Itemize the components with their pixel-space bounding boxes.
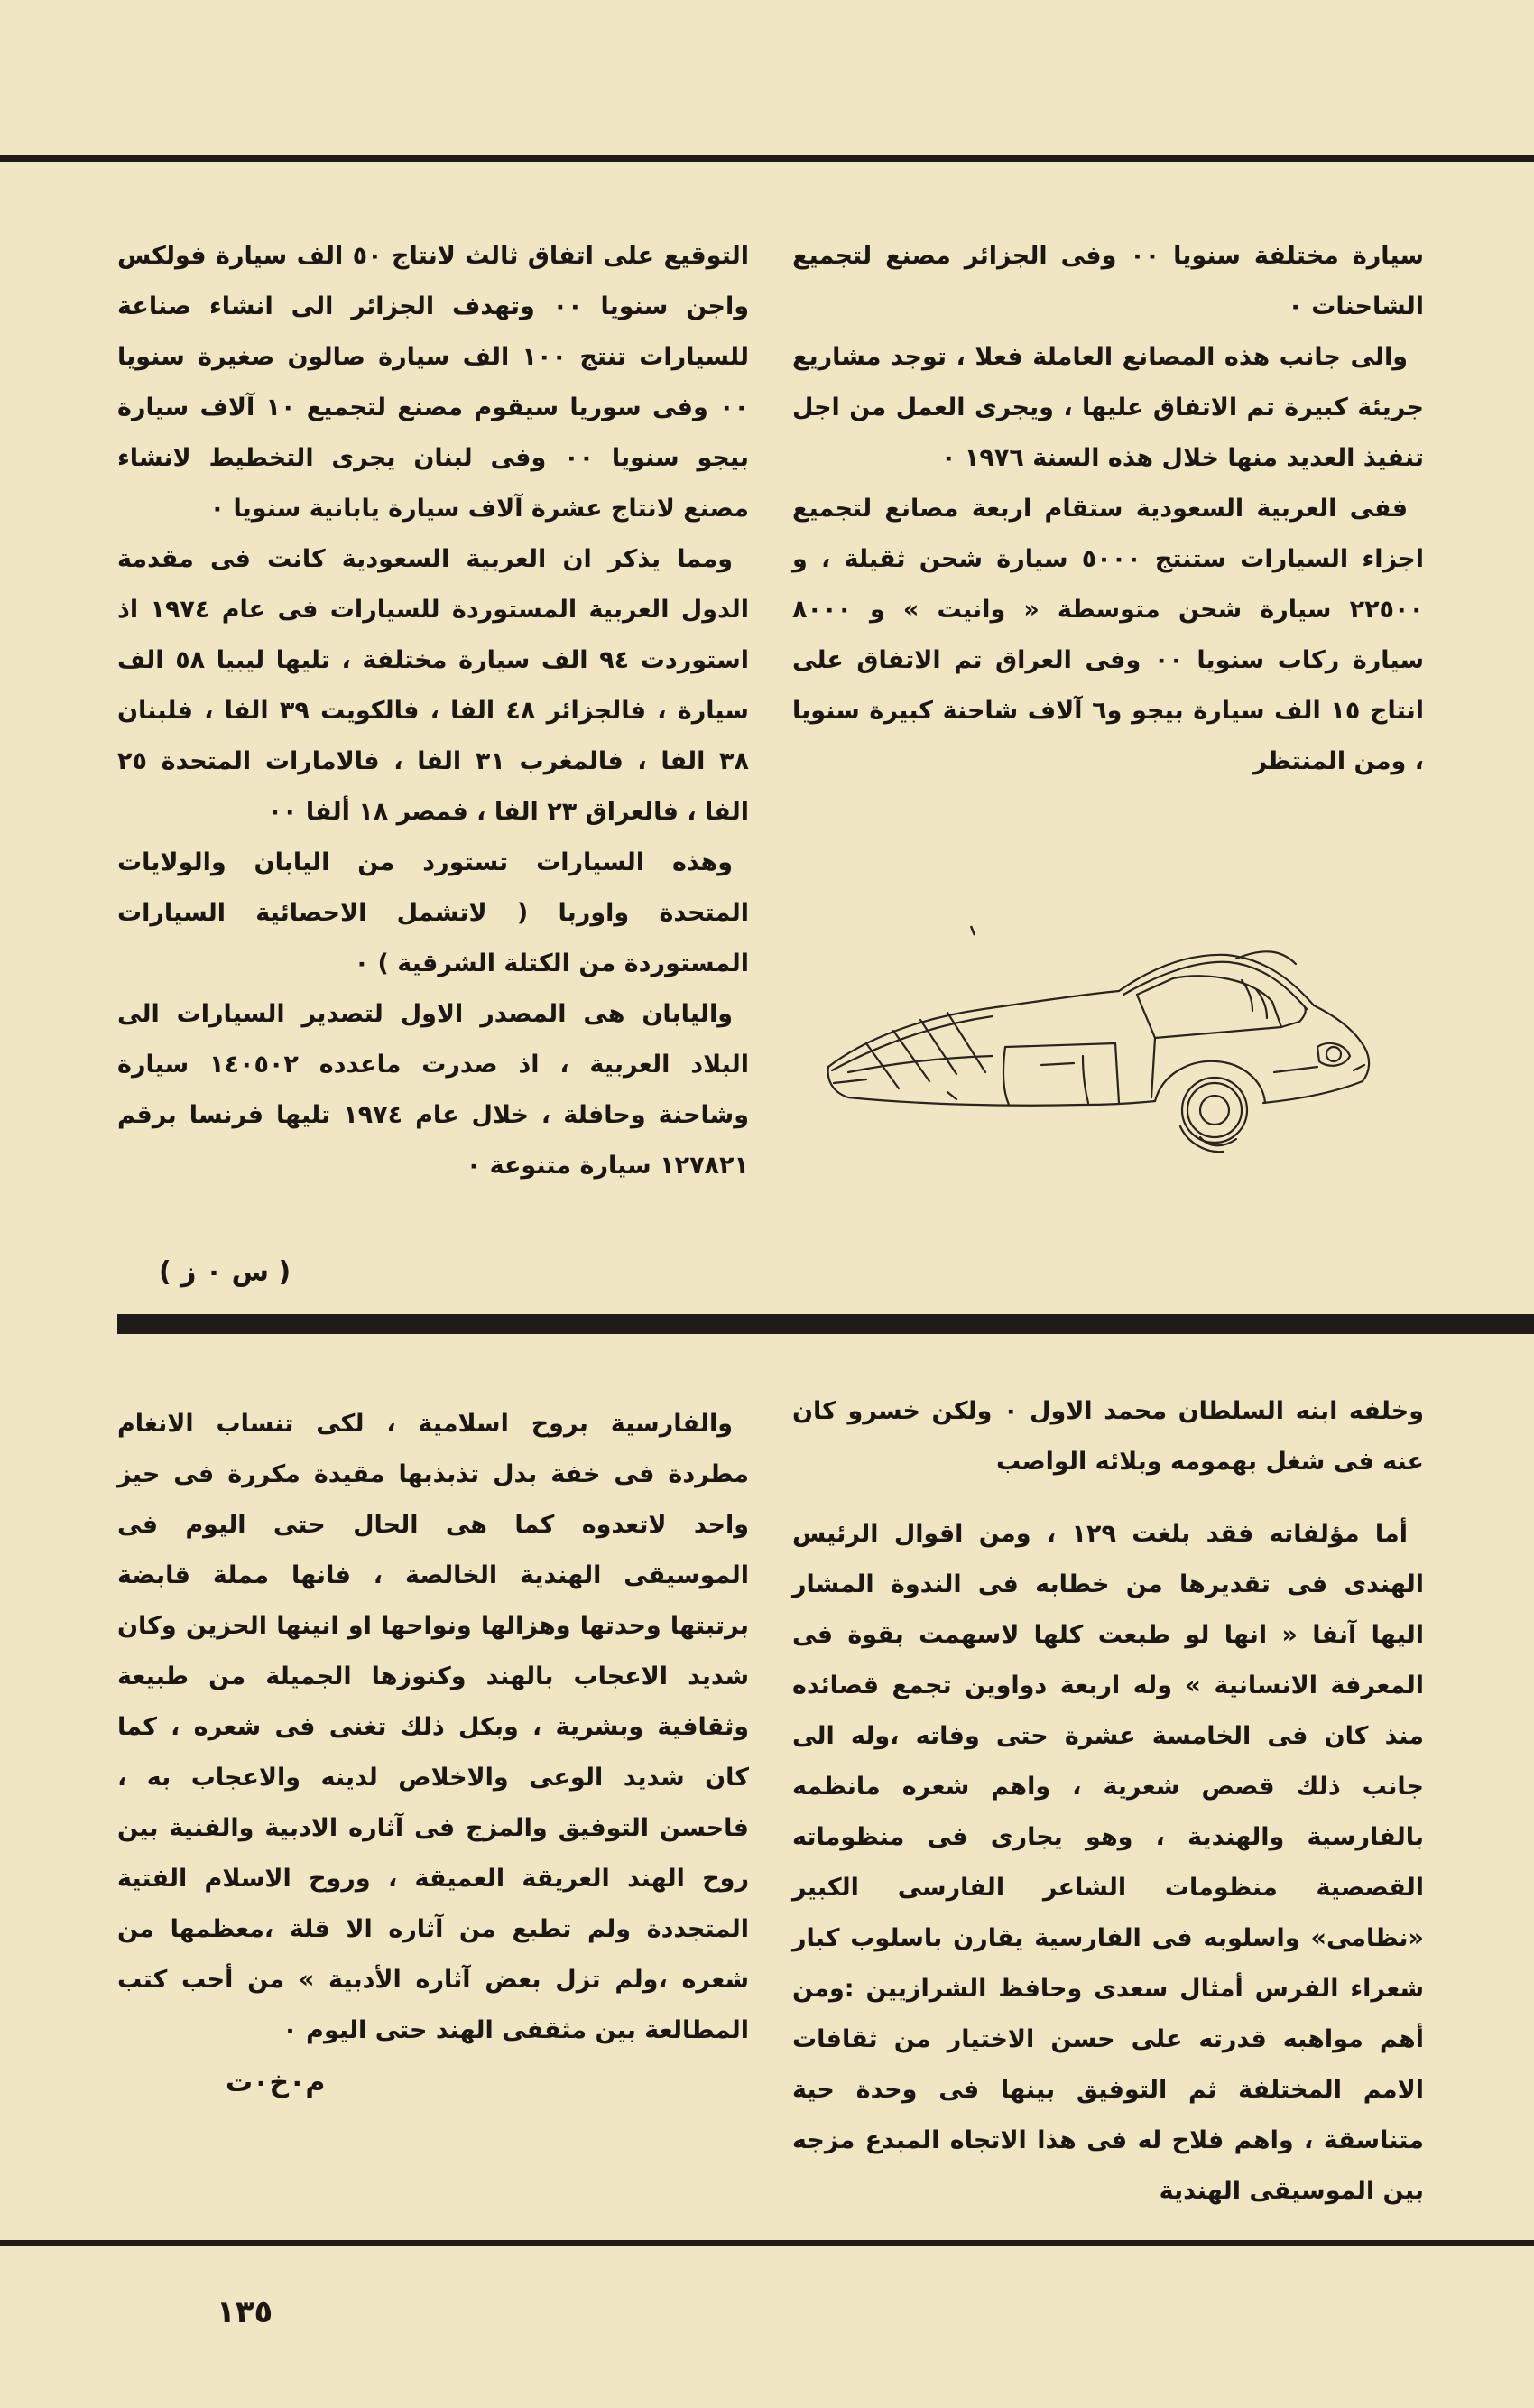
bottom-left-column — [117, 1399, 749, 2056]
top-left-column — [117, 231, 749, 1191]
bottom-rule — [0, 2240, 1534, 2246]
top-signature: ( س ٠ ز ) — [159, 1256, 291, 1288]
car-sketch-illustration — [812, 912, 1390, 1182]
top-rule — [0, 155, 1534, 162]
bottom-right-paragraph-2: أما مؤلفاته فقد بلغت ١٢٩ ، ومن اقوال الرئيس الهندى فى تقديرها من خطابه فى الندوة المشار اليها آنفا « انها لو طبعت كلها لاسهمت بقوة فى المعرفة الانسانية » وله اربعة دواوين تجمع قصائده منذ كان فى الخامسة عشرة حتى وفاته ،وله الى جانب ذلك قصص شعرية ، واهم شعره مانظمه بالفارسية والهندية ، وهو يجارى فى منظوماته القصصية منظومات الشاعر الفارسى الكبير «نظامى» واسلوبه فى الفارسية يقارن باسلوب كبار شعراء الفرس أمثال سعدى وحافظ الشرازيين :ومن أهم مواهبه قدرته على حسن الاختيار من ثقافات الامم المختلفة ثم التوفيق بينها فى وحدة حية متناسقة ، واهم فلاح له فى هذا الاتجاه المبدع مزجه بين الموسيقى الهندية — [792, 1520, 1424, 2205]
top-left-paragraph-1: التوقيع على اتفاق ثالث لانتاج ٥٠ الف سيارة فولكس واجن سنويا ٠٠ وتهدف الجزائر الى انشاء صناعة للسيارات تنتج ١٠٠ الف سيارة صالون صغيرة سنويا ٠٠ وفى سوريا سيقوم مصنع لتجميع ١٠ آلاف سيارة بيجو سنويا ٠٠ وفى لبنان يجرى التخطيط لانشاء مصنع لانتاج عشرة آلاف سيارة يابانية سنويا ٠ — [117, 242, 750, 523]
top-right-column — [792, 231, 1424, 787]
bottom-right-column — [792, 1386, 1424, 2217]
top-right-paragraph-3: ففى العربية السعودية ستقام اربعة مصانع لتجميع اجزاء السيارات ستنتج ٥٠٠٠ سيارة شحن ثقيلة ، و ٢٢٥٠٠ سيارة شحن متوسطة « وانيت » و ٨٠٠٠ سيارة ركاب سنويا ٠٠ وفى العراق تم الاتفاق على انتاج ١٥ الف سيارة بيجو و٦ آلاف شاحنة كبيرة سنويا ، ومن المنتظر — [792, 495, 1425, 775]
top-right-paragraph-2: والى جانب هذه المصانع العاملة فعلا ، توجد مشاريع جريئة كبيرة تم الاتفاق عليها ، ويجرى العمل من اجل تنفيذ العديد منها خلال هذه السنة ١٩٧٦ ٠ — [792, 343, 1424, 472]
bottom-right-paragraph-1: وخلفه ابنه السلطان محمد الاول ٠ ولكن خسرو كان عنه فى شغل بهمومه وبلائه الواصب — [792, 1397, 1424, 1476]
top-left-paragraph-3: وهذه السيارات تستورد من اليابان والولايات المتحدة واوربا ( لاتشمل الاحصائية السيارات المستوردة من الكتلة الشرقية ) ٠ — [117, 848, 749, 977]
top-right-paragraph-1: سيارة مختلفة سنويا ٠٠ وفى الجزائر مصنع لتجميع الشاحنات ٠ — [792, 242, 1425, 320]
top-left-paragraph-2: ومما يذكر ان العربية السعودية كانت فى مقدمة الدول العربية المستوردة للسيارات فى عام ١٩٧٤ اذ استوردت ٩٤ الف سيارة مختلفة ، تليها ليبيا ٥٨ الف سيارة ، فالجزائر ٤٨ الفا ، فالكويت ٣٩ الفا ، فلبنان ٣٨ الفا ، فالمغرب ٣١ الفا ، فالامارات المتحدة ٢٥ الفا ، فالعراق ٢٣ الفا ، فمصر ١٨ ألفا ٠٠ — [117, 545, 750, 826]
page-number: ١٣٥ — [217, 2294, 273, 2330]
top-left-paragraph-4: واليابان هى المصدر الاول لتصدير السيارات الى البلاد العربية ، اذ صدرت ماعدده ١٤٠٥٠٢ سيارة وشاحنة وحافلة ، خلال عام ١٩٧٤ تليها فرنسا برقم ١٢٧٨٢١ سيارة متنوعة ٠ — [117, 1000, 749, 1180]
middle-rule — [117, 1314, 1534, 1334]
bottom-left-paragraph-1: والفارسية بروح اسلامية ، لكى تنساب الانغام مطردة فى خفة بدل تذبذبها مقيدة مكررة فى حيز واحد لاتعدوه كما هى الحال حتى اليوم فى الموسيقى الهندية الخالصة ، فانها مملة قابضة برتبتها وحدتها وهزالها ونواحها او انينها الحزين وكان شديد الاعجاب بالهند وكنوزها الجميلة من طبيعة وثقافية وبشرية ، وبكل ذلك تغنى فى شعره ، كما كان شديد الوعى والاخلاص لدينه والاعجاب به ، فاحسن التوفيق والمزج فى آثاره الادبية والفنية بين روح الهند العريقة العميقة ، وروح الاسلام الفتية المتجددة ولم تطبع من آثاره الا قلة ،معظمها من شعره ،ولم تزل بعض آثاره الأدبية » من أحب كتب المطالعة بين مثقفى الهند حتى اليوم ٠ — [117, 1410, 749, 2044]
bottom-signature: م٠خ٠ت — [226, 2067, 326, 2098]
